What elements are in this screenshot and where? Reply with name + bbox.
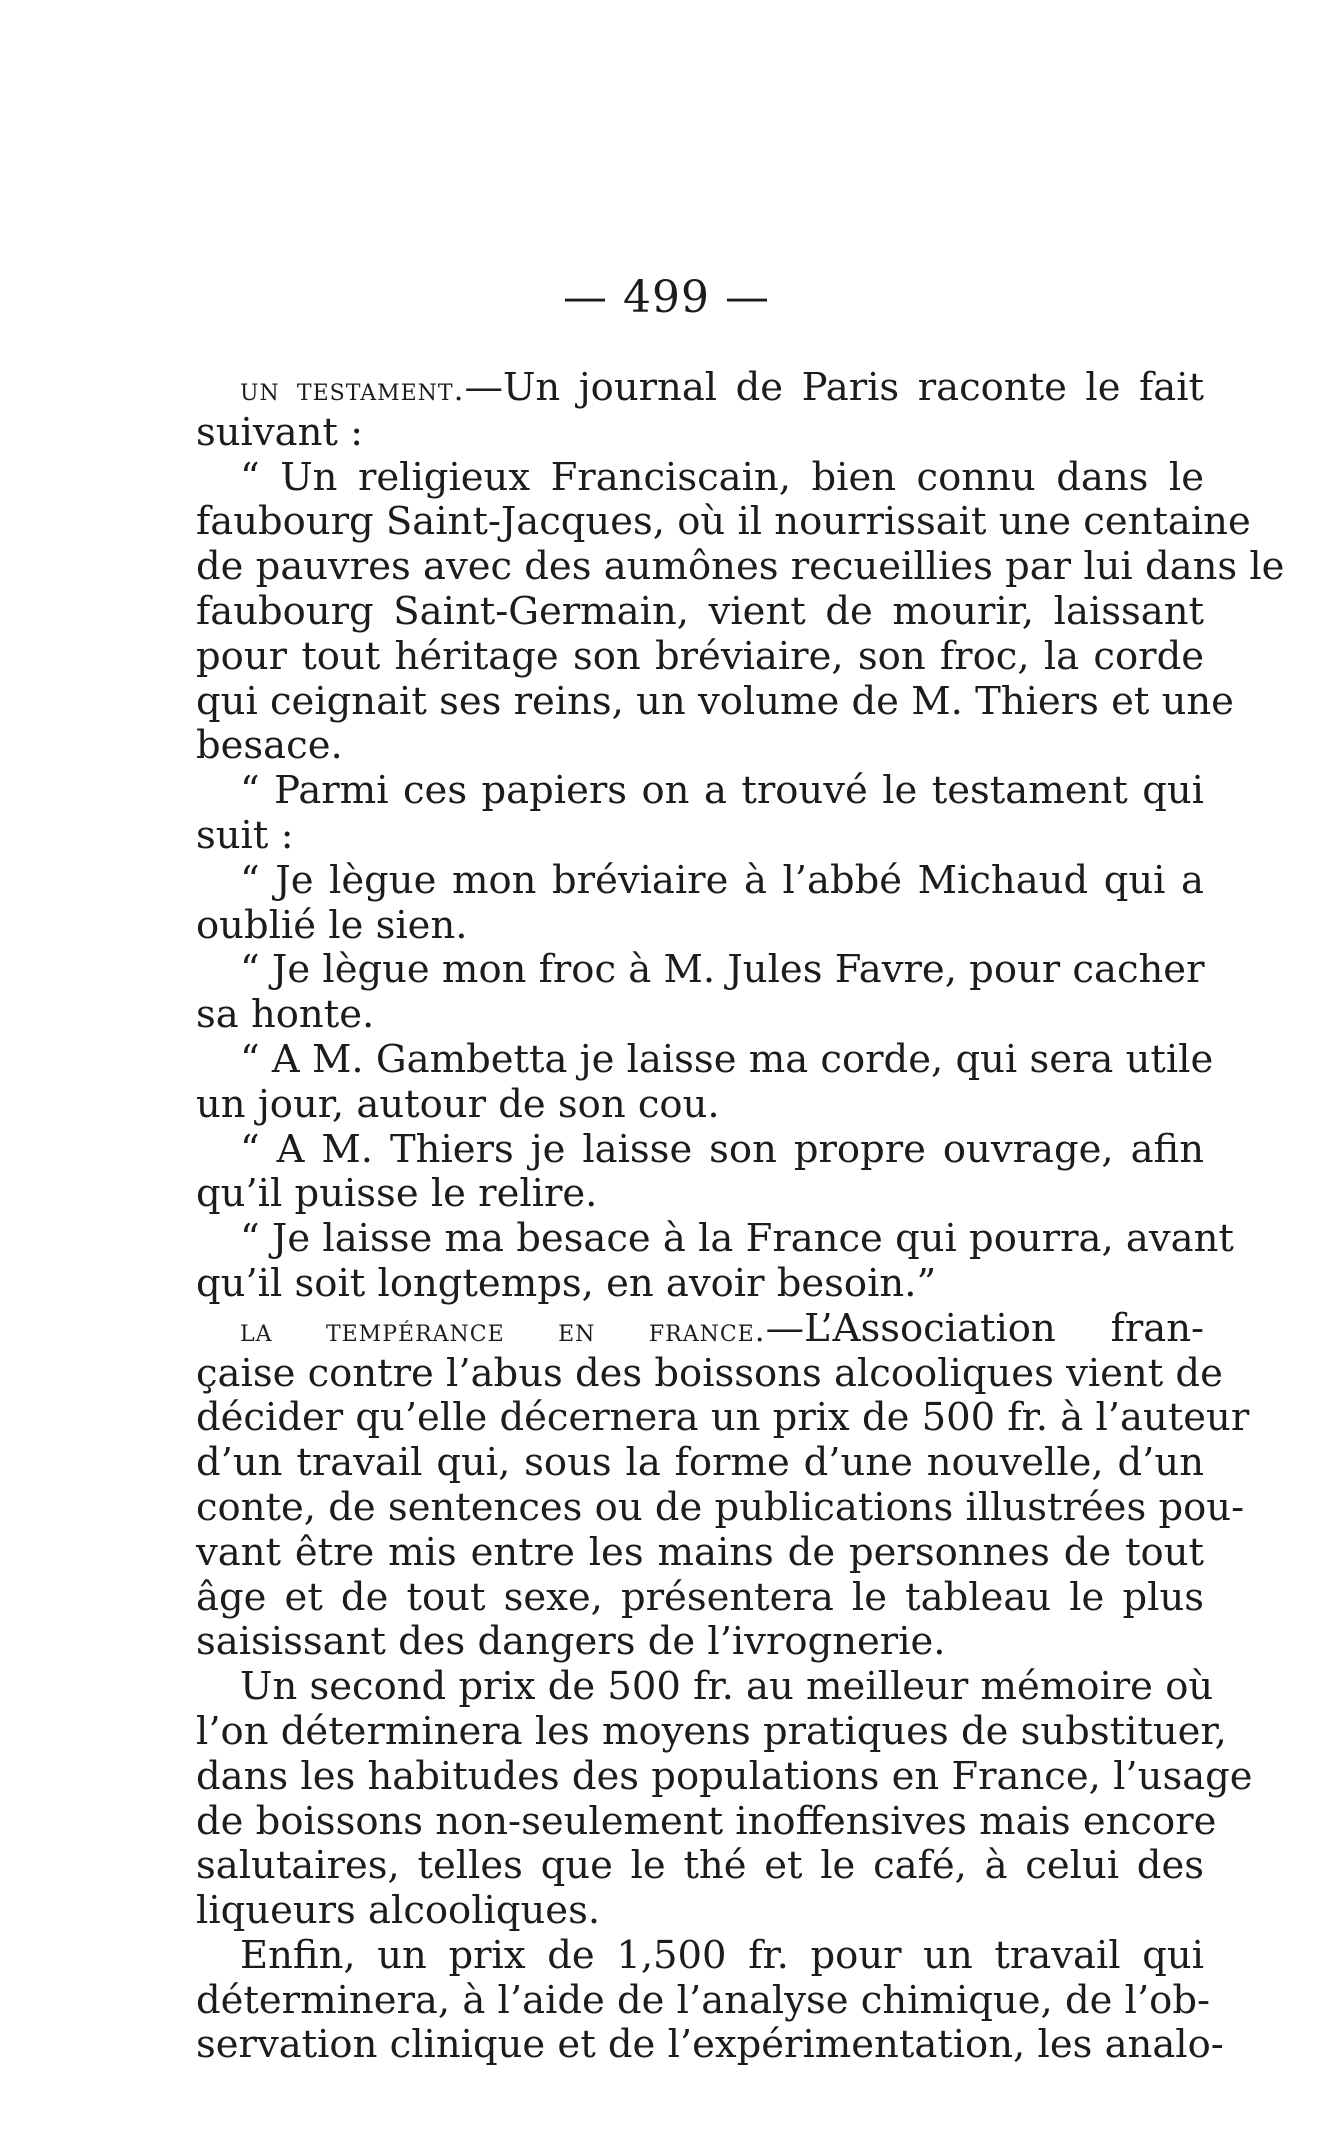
line-text: “ A M. Thiers je laisse son propre ouvrage, afin [240,1126,1204,1172]
line-text: de boissons non-seulement inoffensives mais encore [196,1798,1217,1844]
line-text: liqueurs alcooliques. [196,1888,601,1934]
text-line [196,1262,1204,1307]
text-line [196,1576,1204,1621]
line-text: qui ceignait ses reins, un volume de M. Thiers et une [196,678,1234,724]
line-text: décider qu’elle décernera un prix de 500 fr. à l’auteur [196,1395,1250,1441]
text-line [196,1753,1253,1800]
text-line [196,1844,1204,1889]
text-line [196,456,1204,501]
text-line [196,1216,1234,1262]
text-line [196,769,1204,814]
line-text: besace. [196,723,343,769]
line-text: “ Je lègue mon froc à M. Jules Favre, pour cacher [240,947,1205,993]
text-line [196,366,1204,411]
line-text: l’on déterminera les moyens pratiques de substituer, [196,1708,1227,1754]
line-text: saisissant des dangers de l’ivrognerie. [196,1619,946,1665]
line-text: Enfin, un prix de 1,500 fr. pour un travail qui [240,1932,1204,1978]
section-heading: la tempérance en france. [240,1312,766,1349]
text-line [196,1708,1227,1755]
line-text: dans les habitudes des populations en France, l’usage [196,1753,1253,1799]
text-line [196,904,1204,949]
text-line [196,1531,1204,1576]
line-text: oublié le sien. [196,902,468,948]
line-text: faubourg Saint-Jacques, où il nourrissait une centaine [196,499,1251,545]
text-line [196,1620,1204,1665]
text-line [196,1395,1250,1441]
line-text: déterminera, à l’aide de l’analyse chimique, de l’ob- [196,1977,1211,2023]
text-line [196,1664,1214,1710]
text-line [196,590,1204,635]
line-text: “ Un religieux Franciscain, bien connu dans le [240,454,1204,500]
line-text: çaise contre l’abus des boissons alcooliques vient de [196,1350,1223,1396]
line-text: “ Je laisse ma besace à la France qui pourra, avant [240,1216,1234,1262]
text-line [196,411,1204,456]
text-line [196,1083,1204,1128]
text-line [196,544,1285,590]
line-text: de pauvres avec des aumônes recueillies par lui dans le [196,544,1285,590]
line-text: faubourg Saint-Germain, vient de mourir, laissant [196,588,1204,634]
line-text: conte, de sentences ou de publications illustrées pou- [196,1484,1245,1530]
line-text: qu’il puisse le relire. [196,1171,598,1217]
text-line [196,948,1204,993]
section-heading: un testament. [240,372,465,408]
line-text: —L’Association fran- [765,1305,1204,1351]
line-text: suit : [196,812,294,858]
line-text: “ Je lègue mon bréviaire à l’abbé Michaud qui a [240,857,1204,903]
text-line [196,635,1204,680]
line-text: âge et de tout sexe, présentera le tableau le plus [196,1574,1204,1620]
line-text: servation clinique et de l’expérimentation, les analo- [196,2022,1224,2068]
text-line [196,1307,1204,1352]
text-line [196,1036,1214,1083]
line-text: salutaires, telles que le thé et le café, à celui des [196,1843,1204,1889]
line-text: d’un travail qui, sous la forme d’une nouvelle, d’un [196,1440,1204,1486]
line-text: Un second prix de 500 fr. au meilleur mémoire où [240,1664,1214,1710]
body-text [196,365,1285,2068]
line-text: “ A M. Gambetta je laisse ma corde, qui sera utile [240,1036,1214,1082]
text-line [196,499,1251,545]
text-line [196,859,1204,904]
text-line [196,1934,1204,1979]
text-line [196,1128,1204,1173]
text-line [196,1172,1204,1217]
line-text: vant être mis entre les mains de personnes de tout [196,1529,1204,1575]
text-line [196,1484,1245,1531]
text-line [196,1798,1217,1845]
text-line [196,1977,1211,2024]
text-line [196,814,1204,859]
text-line [196,678,1234,725]
text-line [196,1441,1204,1486]
text-line [196,1889,1204,1934]
line-text: un jour, autour de son cou. [196,1081,720,1127]
text-line [196,993,1204,1038]
line-text: sa honte. [196,992,375,1038]
text-line [196,724,1204,769]
line-text: qu’il soit longtemps, en avoir besoin.” [196,1260,937,1306]
line-text: suivant : [196,409,364,455]
line-text: —Un journal de Paris raconte le fait [464,365,1204,410]
text-line [196,1350,1223,1397]
page-number: — 499 — [563,272,770,323]
line-text: “ Parmi ces papiers on a trouvé le testament qui [240,768,1204,814]
line-text: pour tout héritage son bréviaire, son froc, la corde [196,633,1204,679]
text-line [196,2022,1224,2068]
